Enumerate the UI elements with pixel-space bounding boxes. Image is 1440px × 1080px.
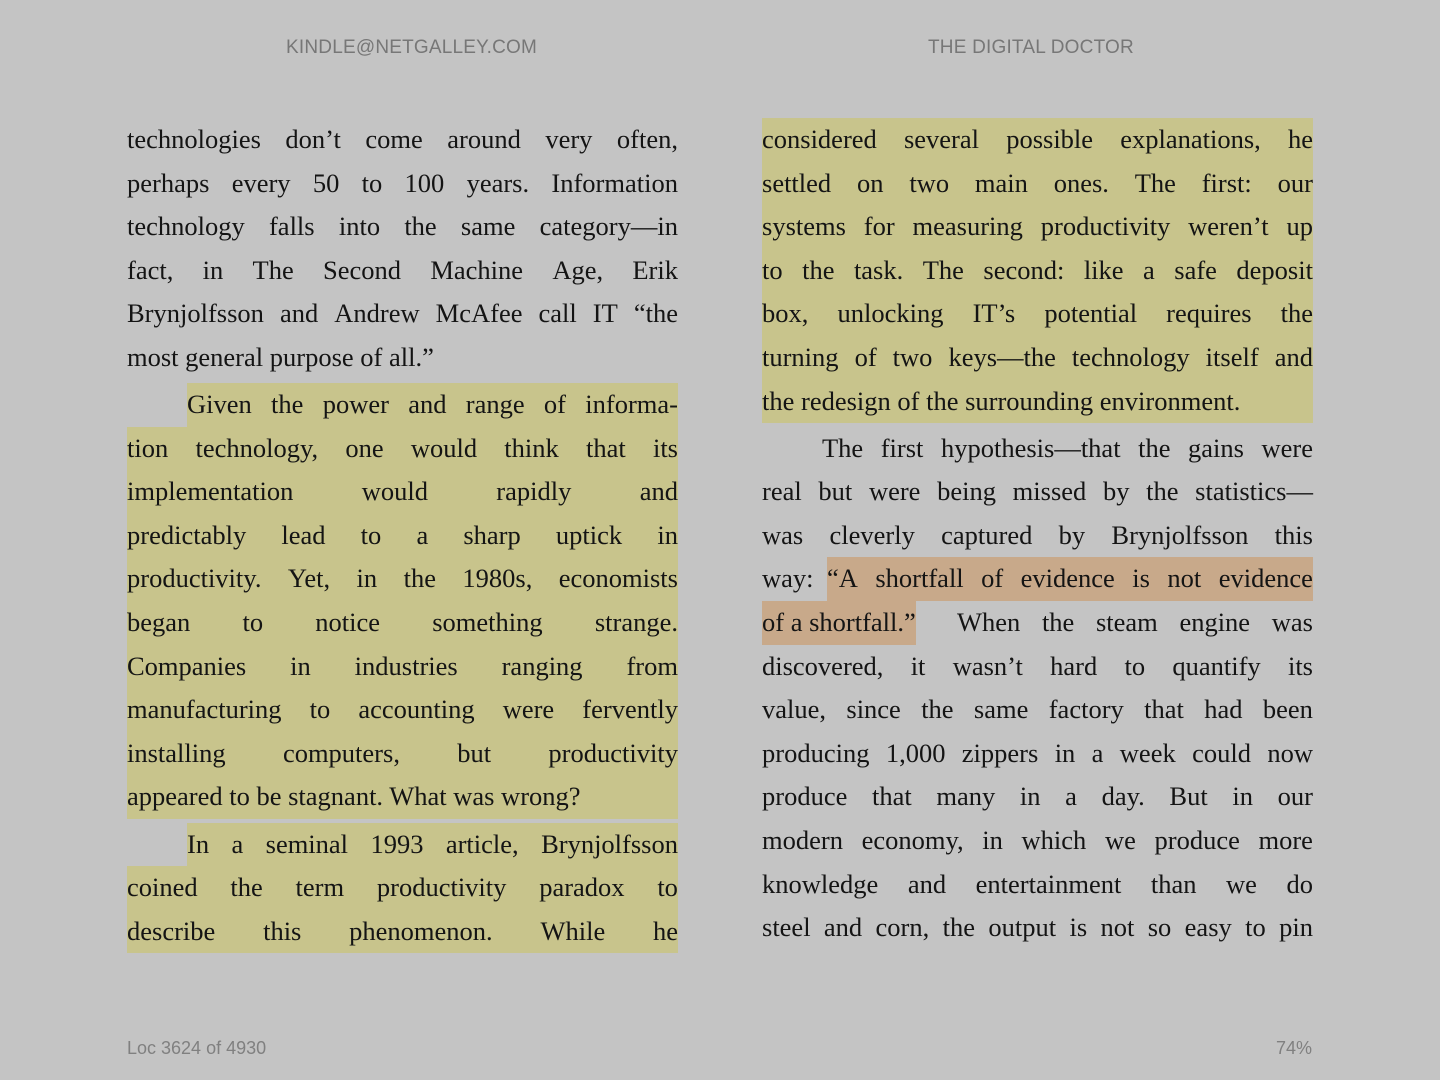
text-line: technology falls into the same category—in [127,211,678,242]
highlighted-line[interactable]: appeared to be stagnant. What was wrong? [127,775,678,819]
header-account: KINDLE@NETGALLEY.COM [286,37,538,58]
highlighted-line[interactable]: to the task. The second: like a safe deposit [762,249,1313,293]
highlighted-line[interactable]: tion technology, one would think that its [127,427,678,471]
orange-highlight[interactable]: of a shortfall.” [762,601,916,645]
highlighted-line[interactable]: predictably lead to a sharp uptick in [127,514,678,558]
location-indicator[interactable]: Loc 3624 of 4930 [127,1038,267,1058]
highlighted-line[interactable]: installing computers, but productivity [127,732,678,776]
text-line: was cleverly captured by Brynjolfsson this [762,519,1313,550]
text-line: fact, in The Second Machine Age, Erik [127,254,678,285]
text-line: real but were being missed by the statistics— [762,476,1313,507]
highlighted-line[interactable]: settled on two main ones. The first: our [762,162,1313,206]
highlighted-line[interactable]: systems for measuring productivity weren’t up [762,205,1313,249]
highlighted-line[interactable]: In a seminal 1993 article, Brynjolfsson [127,823,678,867]
text-line: most general purpose of all.” [127,341,434,372]
text-line: Brynjolfsson and Andrew McAfee call IT “the [127,298,678,329]
highlighted-line[interactable]: Given the power and range of informa- [127,383,678,427]
highlighted-line[interactable]: coined the term productivity paradox to [127,866,678,910]
text-line: of a shortfall.” When the steam engine was [762,601,1313,645]
text-line: perhaps every 50 to 100 years. Information [127,167,678,198]
highlighted-line[interactable]: manufacturing to accounting were fervently [127,688,678,732]
highlighted-line[interactable]: Companies in industries ranging from [127,645,678,689]
text-line: steel and corn, the output is not so easy to pin [762,912,1313,943]
text-line: modern economy, in which we produce more [762,825,1313,855]
text-line: The first hypothesis—that the gains were [822,432,1313,463]
highlighted-line[interactable]: implementation would rapidly and [127,470,678,514]
text-line: value, since the same factory that had been [762,694,1313,725]
highlighted-line[interactable]: describe this phenomenon. While he [127,910,678,954]
highlighted-line[interactable]: began to notice something strange. [127,601,678,645]
highlighted-line[interactable]: box, unlocking IT’s potential requires the [762,292,1313,336]
text-line: knowledge and entertainment than we do [762,868,1313,899]
text-line [762,557,1313,601]
text-line: producing 1,000 zippers in a week could now [762,737,1313,768]
right-page[interactable] [762,118,1313,950]
text-line: produce that many in a day. But in our [762,781,1313,812]
highlighted-line[interactable]: the redesign of the surrounding environment. [762,380,1313,424]
highlighted-line[interactable]: productivity. Yet, in the 1980s, economists [127,557,678,601]
left-page[interactable] [127,118,678,953]
orange-highlight[interactable]: “A shortfall of evidence is not evidence [827,557,1313,601]
header-book-title: THE DIGITAL DOCTOR [928,37,1134,58]
line-prefix: way: [762,563,814,594]
text-line: technologies don’t come around very often, [127,124,678,154]
progress-percent[interactable]: 74% [1275,1038,1312,1058]
text-line: discovered, it wasn’t hard to quantify its [762,650,1313,681]
highlighted-line[interactable]: considered several possible explanations, he [762,118,1313,162]
highlighted-line[interactable]: turning of two keys—the technology itself and [762,336,1313,380]
